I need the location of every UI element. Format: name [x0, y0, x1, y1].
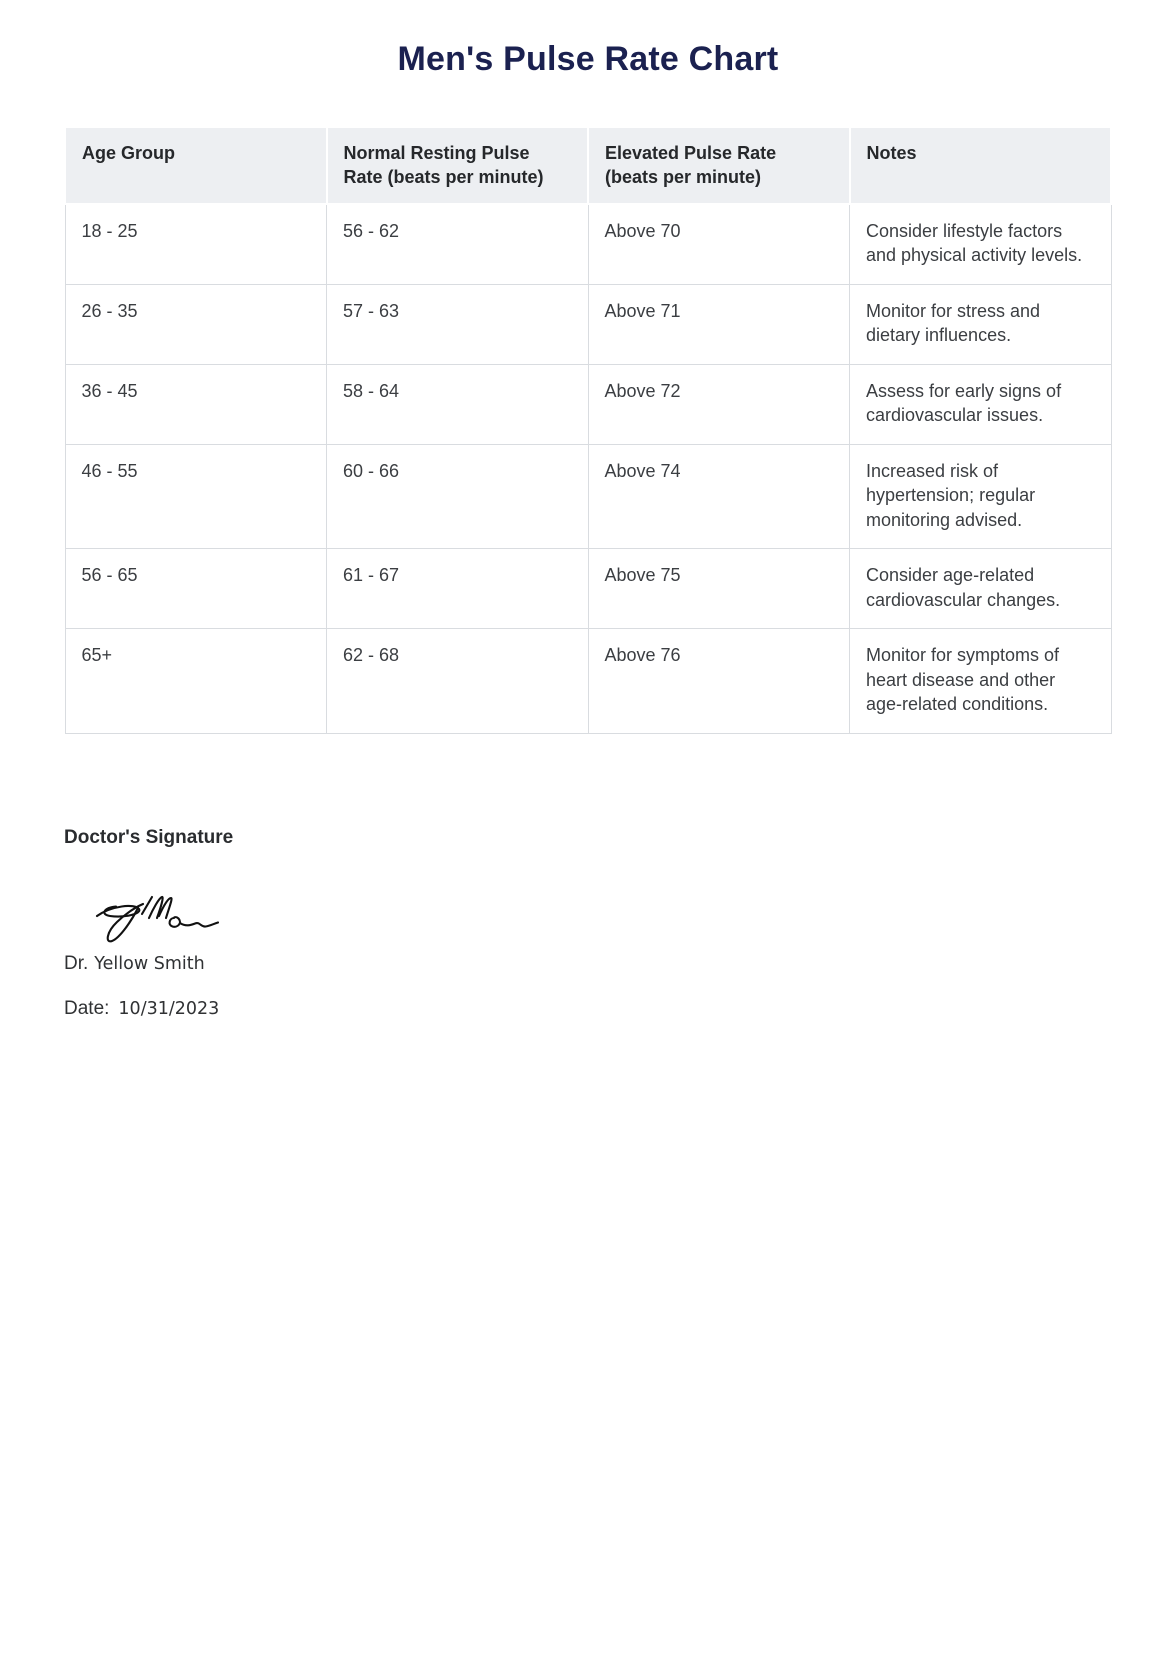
table-cell: Monitor for stress and dietary influences. [850, 284, 1112, 364]
table-cell: 26 - 35 [65, 284, 327, 364]
table-cell: Monitor for symptoms of heart disease and other age-related conditions. [850, 629, 1112, 733]
table-row [65, 444, 1111, 548]
doctor-name [64, 953, 1176, 975]
pulse-table [64, 126, 1112, 734]
table-cell: Above 72 [588, 364, 850, 444]
column-header: Age Group [65, 127, 327, 204]
table-cell: 62 - 68 [327, 629, 589, 733]
table-cell: Above 76 [588, 629, 850, 733]
table-cell: 36 - 45 [65, 364, 327, 444]
table-row [65, 629, 1111, 733]
table-row [65, 364, 1111, 444]
page-title: Men's Pulse Rate Chart [397, 40, 779, 78]
table-cell: 58 - 64 [327, 364, 589, 444]
table-cell: 60 - 66 [327, 444, 589, 548]
table-cell: 61 - 67 [327, 549, 589, 629]
table-cell: 56 - 65 [65, 549, 327, 629]
header-row [65, 127, 1111, 204]
table-cell: 46 - 55 [65, 444, 327, 548]
table-cell: Consider age-related cardiovascular changes. [850, 549, 1112, 629]
signature-image [93, 893, 221, 949]
table-header [65, 127, 1111, 204]
column-header: Elevated Pulse Rate (beats per minute) [588, 127, 850, 204]
table-row [65, 549, 1111, 629]
table-cell: Above 70 [588, 204, 850, 284]
doctor-name-value: Yellow Smith [94, 953, 205, 974]
table-cell: 56 - 62 [327, 204, 589, 284]
table-cell: 65+ [65, 629, 327, 733]
table-cell: Above 74 [588, 444, 850, 548]
date-label: Date: [64, 997, 110, 1019]
table-body [65, 204, 1111, 733]
table-cell: 18 - 25 [65, 204, 327, 284]
table-cell: Above 71 [588, 284, 850, 364]
doctors-signature-heading: Doctor's Signature [64, 826, 234, 848]
column-header: Normal Resting Pulse Rate (beats per minute) [327, 127, 589, 204]
table-cell: Consider lifestyle factors and physical activity levels. [850, 204, 1112, 284]
table-row [65, 284, 1111, 364]
table-cell: Above 75 [588, 549, 850, 629]
pulse-rate-table-container [64, 126, 1112, 734]
date-value: 10/31/2023 [118, 998, 220, 1019]
date-line [64, 998, 1176, 1020]
doctor-name-prefix: Dr. [64, 952, 89, 974]
table-row [65, 204, 1111, 284]
table-cell: 57 - 63 [327, 284, 589, 364]
table-cell: Increased risk of hypertension; regular monitoring advised. [850, 444, 1112, 548]
column-header: Notes [850, 127, 1112, 204]
table-cell: Assess for early signs of cardiovascular issues. [850, 364, 1112, 444]
